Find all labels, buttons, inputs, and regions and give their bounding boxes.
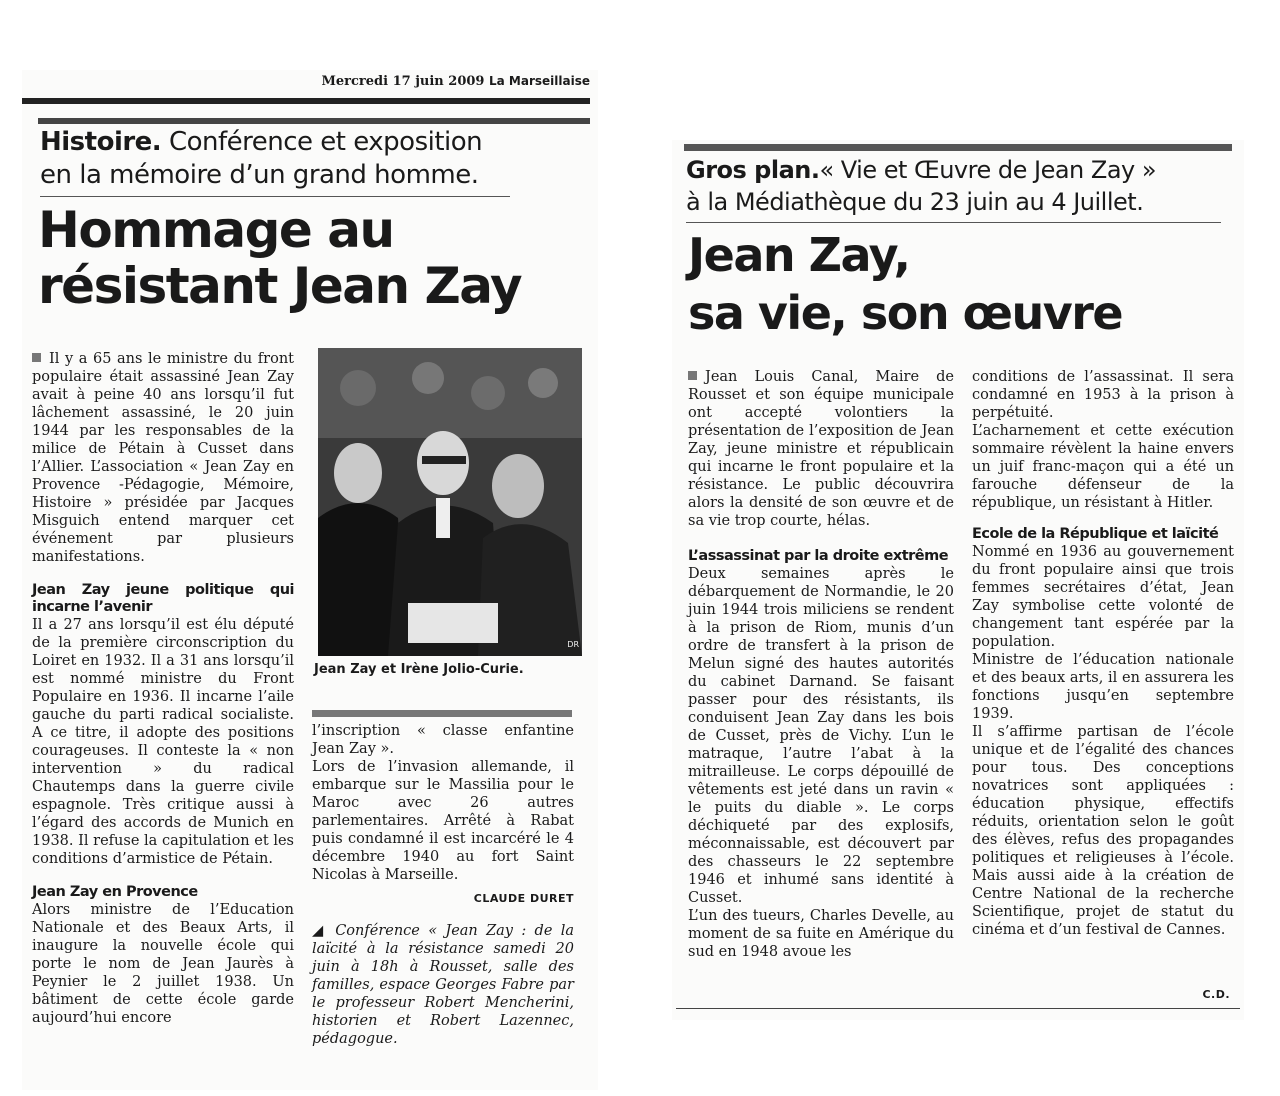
section-ecole-a: Nommé en 1936 au gouvernement du front populaire ainsi que trois femmes secrétaires d’état, Jean Zay symbolise cette volonté de changement tant espérée par la population. xyxy=(972,544,1234,650)
photo-caption: Jean Zay et Irène Jolio-Curie. xyxy=(314,662,524,677)
right-kicker xyxy=(686,154,1236,218)
subhead-ecole: Ecole de la République et laïcité xyxy=(972,526,1219,542)
lead-text: Il y a 65 ans le ministre du front populaire était assassiné Jean Zay avait à peine 40 ans lorsqu’il fut lâchement assassiné, le 20 juin 1944 par les responsables de la milice de Pétain à Cusset dans l’Allier. L’association « Jean Zay en Provence -Pédagogie, Mémoire, Histoire » présidée par Jacques Misguich entend marquer cet événement par plusieurs manifestations. xyxy=(32,351,294,565)
right-kicker-underline xyxy=(686,222,1221,223)
right-lead-text: Jean Louis Canal, Maire de Rousset et son équipe municipale ont accepté volontiers la présentation de l’exposition de Jean Zay, jeune ministre et républicain qui incarne le front populaire et la résistance. Le public découvrira alors la densité de son œuvre et de sa vie trop courte, hélas. xyxy=(688,369,954,529)
newspaper-name: La Marseillaise xyxy=(489,74,590,88)
subhead-provence: Jean Zay en Provence xyxy=(32,884,198,900)
right-kicker-line1: « Vie et Œuvre de Jean Zay » xyxy=(819,156,1157,184)
right-column-1 xyxy=(688,368,954,961)
section-ecole-b: Ministre de l’éducation nationale et des beaux arts, il en assurera les fonctions jusqu’en septembre 1939. xyxy=(972,652,1234,722)
kicker-underline xyxy=(40,196,510,197)
dateline xyxy=(321,74,590,89)
right-col2-text1: conditions de l’assassinat. Il sera condamné en 1953 à la prison à perpétuité. xyxy=(972,369,1234,421)
photo-credit: DR xyxy=(567,640,579,649)
headline-line2: résistant Jean Zay xyxy=(38,257,522,315)
left-column-1 xyxy=(32,350,294,1027)
right-kicker-line2: à la Médiathèque du 23 juin au 4 Juillet. xyxy=(686,188,1144,216)
note-triangle-icon: ◢ xyxy=(312,923,336,939)
conference-note: ◢ Conférence « Jean Zay : de la laïcité à la résistance samedi 20 juin à 18h à Rousset, salle des familles, espace Georges Fabre par le professeur Robert Mencherini, historien et Robert Lazennec, pédagogue. xyxy=(312,923,575,1047)
headline xyxy=(38,202,598,314)
dateline-date: Mercredi 17 juin 2009 xyxy=(321,74,485,89)
right-headline-line1: Jean Zay, xyxy=(688,228,910,282)
kicker xyxy=(40,126,590,192)
section-assassinat: Deux semaines après le débarquement de Normandie, le 20 juin 1944 trois miliciens se rendent à la prison de Riom, munis d’un ordre de transfert à la prison de Melun signé des hautes autorités du cabinet Darnand. Se faisant passer pour des résistants, ils conduisent Jean Zay dans les bois de Cusset, près de Vichy. L’un le matraque, l’autre l’abat à la mitrailleuse. Le corps dépouillé de vêtements est jeté dans un ravin « le puits du diable ». Le corps déchiqueté par des explosifs, méconnaissable, est découvert par des chasseurs le 22 septembre 1946 et inhumé sans identité à Cusset. xyxy=(688,566,954,906)
right-bottom-rule xyxy=(676,1008,1240,1009)
signature: CLAUDE DURET xyxy=(473,892,574,905)
bullet-square-icon xyxy=(32,353,41,362)
left-column-2 xyxy=(312,722,574,1048)
subhead-assassinat: L’assassinat par la droite extrême xyxy=(688,548,949,564)
right-headline-line2: sa vie, son œuvre xyxy=(688,286,1123,340)
col2-text2: Lors de l’invasion allemande, il embarque sur le Massilia pour le Maroc avec 26 autres parlementaires. Arrêté à Rabat puis condamné il est incarcéré le 4 décembre 1940 au fort Saint Nicolas à Marseille. xyxy=(312,759,574,883)
section-assassinat-b: L’un des tueurs, Charles Develle, au moment de sa fuite en Amérique du sud en 1948 avoue les xyxy=(688,908,954,960)
section-ecole-c: Il s’affirme partisan de l’école unique et de l’égalité des chances pour tous. Des conceptions novatrices sont appliquées : éducation physique, effectifs réduits, orientation selon le goût des élèves, refus des propagandes politiques et religieuses à l’école. Mais aussi aide à la création de Centre National de la recherche Scientifique, projet de statut du cinéma et d’un festival de Cannes. xyxy=(972,724,1234,938)
section-provence: Alors ministre de l’Education Nationale et des Beaux Arts, il inaugure la nouvelle école qui porte le nom de Jean Jaurès à Peynier le 2 juillet 1938. Un bâtiment de cette école garde aujourd’hui encore xyxy=(32,902,294,1026)
right-kicker-label: Gros plan. xyxy=(686,156,820,184)
right-col2-text2: L’acharnement et cette exécution sommaire révèlent la haine envers un juif franc-maçon qui a été un farouche défenseur de la république, un résistant à Hitler. xyxy=(972,423,1234,511)
headline-line1: Hommage au xyxy=(38,201,394,259)
section-jeune-politique: Il a 27 ans lorsqu’il est élu député de la première circonscription du Loiret en 1932. Il a 31 ans lorsqu’il est nommé ministre du Front Populaire en 1936. Il incarne l’aile gauche du parti radical socialiste. A ce titre, il adopte des positions courageuses. Il conteste la « non intervention » du radical Chautemps dans la guerre civile espagnole. Très critique aussi à l’égard des accords de Munich en 1938. Il refuse la capitulation et les conditions d’armistice de Pétain. xyxy=(32,617,294,867)
col2-text1: l’inscription « classe enfantine Jean Zay ». xyxy=(312,723,574,757)
right-bullet-square-icon xyxy=(688,371,697,380)
kicker-line2: en la mémoire d’un grand homme. xyxy=(40,160,479,190)
photo-jean-zay-irene xyxy=(318,348,582,656)
right-headline xyxy=(688,226,1244,342)
right-column-2 xyxy=(972,368,1234,939)
kicker-label: Histoire. xyxy=(40,127,162,157)
photo-illustration xyxy=(318,348,582,656)
top-rule xyxy=(22,98,590,104)
right-clipping xyxy=(672,140,1244,1020)
right-top-rule xyxy=(684,144,1232,151)
left-clipping xyxy=(22,70,598,1090)
kicker-rule xyxy=(38,118,590,124)
right-signature: C.D. xyxy=(1202,988,1230,1001)
kicker-line1: Conférence et exposition xyxy=(161,127,483,157)
caption-rule xyxy=(312,710,572,717)
subhead-jeune-politique: Jean Zay jeune politique qui incarne l’avenir xyxy=(32,582,294,615)
